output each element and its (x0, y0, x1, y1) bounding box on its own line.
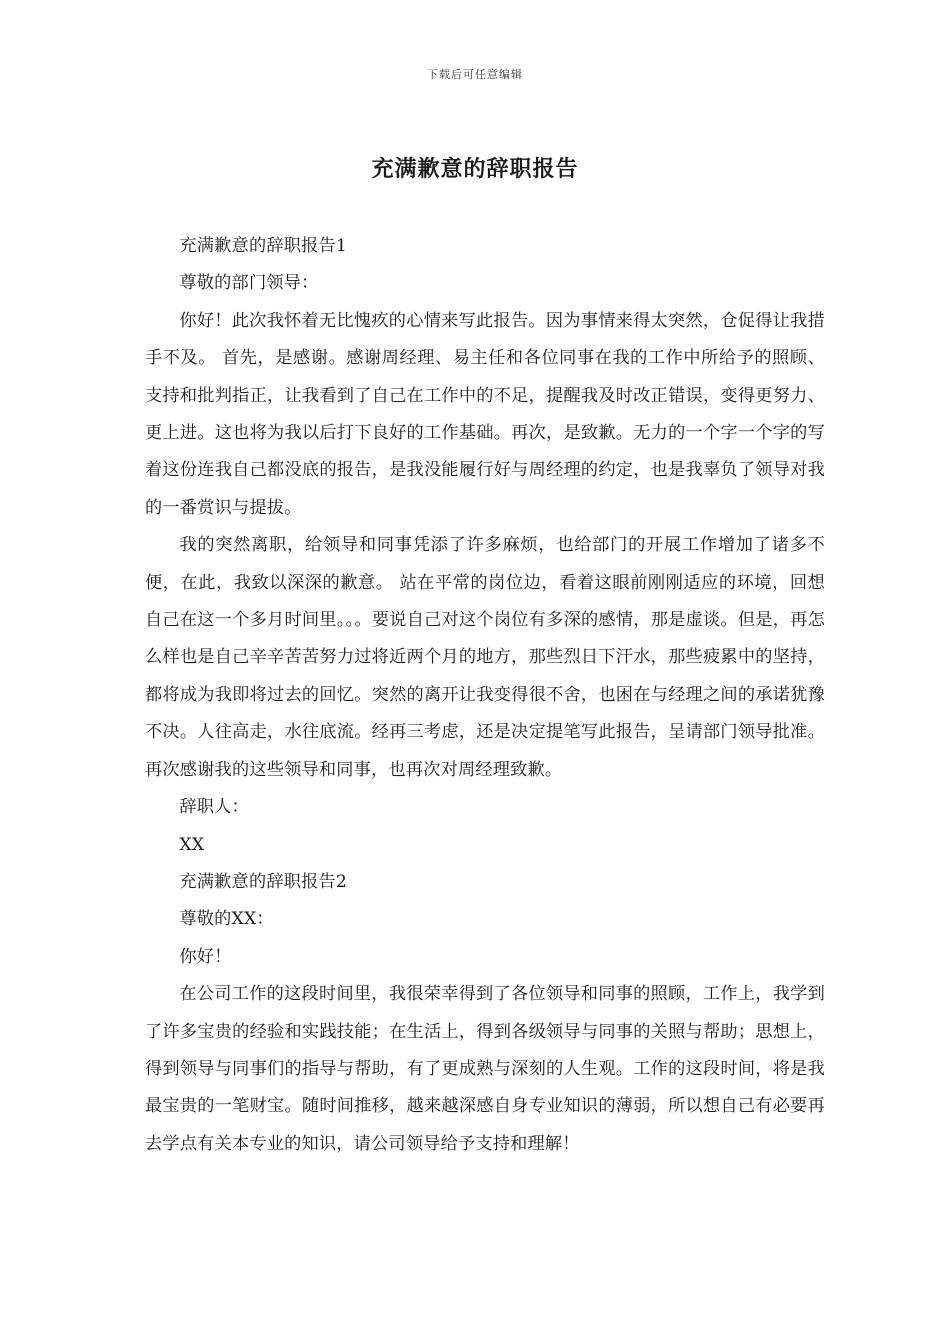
report-2-paragraph-1: 在公司工作的这段时间里，我很荣幸得到了各位领导和同事的照顾，工作上，我学到了许多宝贵的经验和实践技能；在生活上，得到各级领导与同事的关照与帮助；思想上，得到领导与同事们的指导与帮助，有了更成熟与深刻的人生观。工作的这段时间，将是我最宝贵的一笔财宝。随时间推移，越来越深感自身专业知识的薄弱，所以想自己有必要再去学点有关本专业的知识，请公司领导给予支持和理解！ (145, 984, 825, 1154)
header-note: 下载后可任意编辑 (427, 68, 523, 81)
report-1-signature-label: 辞职人： (179, 797, 249, 818)
report-1-paragraph-1: 你好！此次我怀着无比愧疚的心情来写此报告。因为事情来得太突然，仓促得让我措手不及。 首先，是感谢。感谢周经理、易主任和各位同事在我的工作中所给予的照顾、支持和批判指正，让我看到了自己在工作中的不足，提醒我及时改正错误，变得更努力、更上进。这也将为我以后打下良好的工作基础。再次，是致歉。无力的一个字一个字的写着这份连我自己都没底的报告，是我没能履行好与周经理的约定，也是我辜负了领导对我的一番赏识与提拔。 (145, 310, 825, 518)
report-2-salutation: 尊敬的XX： (179, 909, 274, 930)
report-1-salutation: 尊敬的部门领导： (179, 273, 319, 294)
report-1-paragraph-2: 我的突然离职，给领导和同事凭添了许多麻烦，也给部门的开展工作增加了诸多不便，在此，我致以深深的歉意。 站在平常的岗位边，看着这眼前刚刚适应的环境，回想自己在这一个多月时间里。。。要说自己对这个岗位有多深的感情，那是虚谈。但是，再怎么样也是自己辛辛苦苦努力过将近两个月的地方，那些烈日下汗水，那些疲累中的坚持，都将成为我即将过去的回忆。突然的离开让我变得很不舍，也困在与经理之间的承诺犹豫不决。人往高走，水往底流。经再三考虑，还是决定提笔写此报告，呈请部门领导批准。再次感谢我的这些领导和同事，也再次对周经理致歉。 (145, 535, 825, 780)
report-1-heading: 充满歉意的辞职报告1 (179, 236, 348, 256)
document-body (145, 228, 825, 1163)
report-2-heading: 充满歉意的辞职报告2 (179, 871, 348, 892)
report-1-signature-name: XX (179, 834, 205, 855)
report-2-greeting: 你好！ (179, 946, 232, 967)
document-title: 充满歉意的辞职报告 (371, 156, 579, 182)
